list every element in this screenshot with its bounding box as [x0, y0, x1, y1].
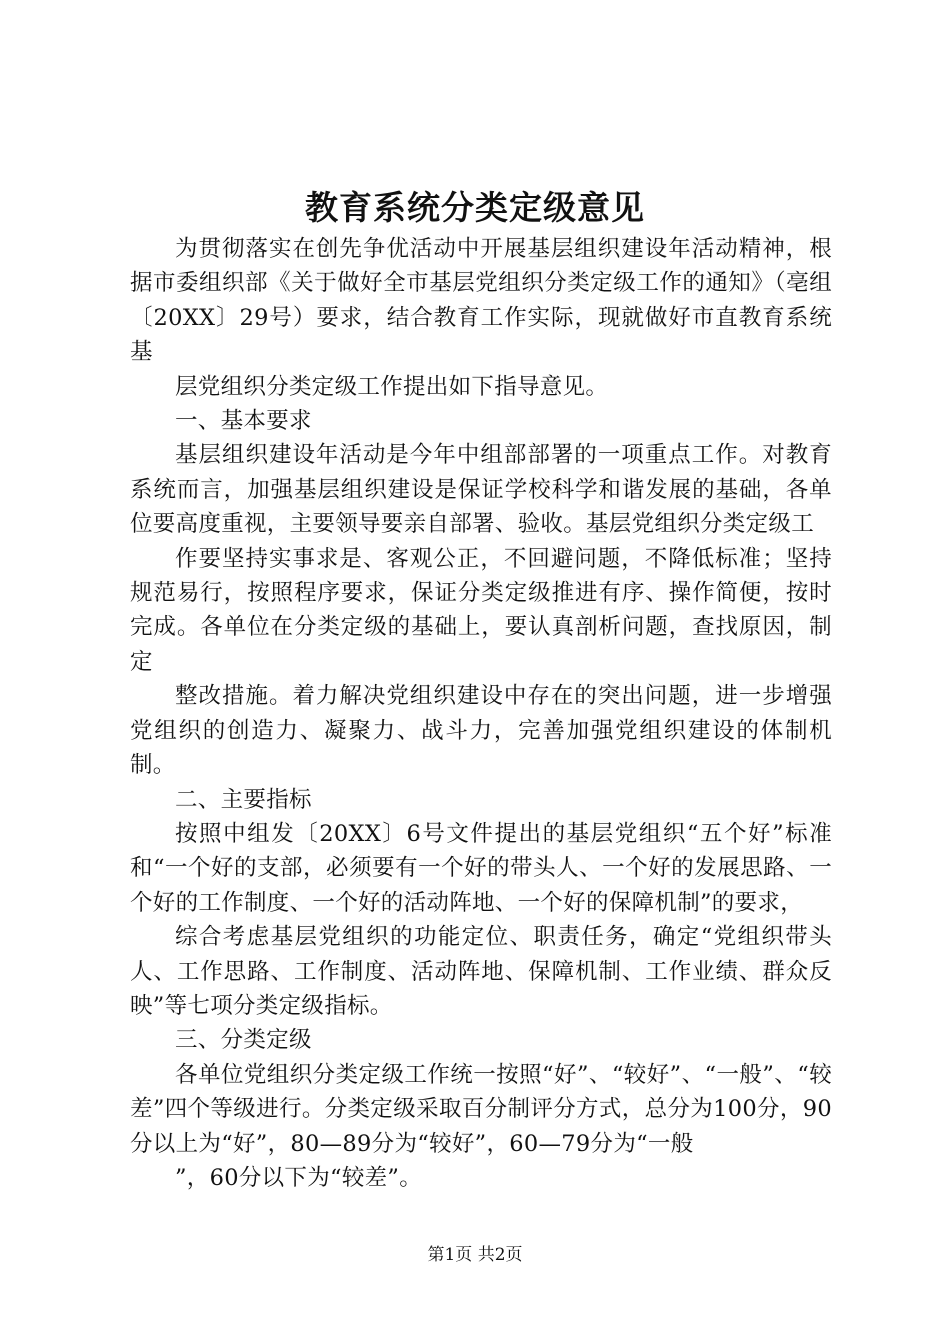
paragraph: 各单位党组织分类定级工作统一按照“好”、“较好”、“一般”、“较差”四个等级进行。分类定级采取百分制评分方式，总分为100分，90分以上为“好”，80—89分为“较好”，60—79分为“一般: [130, 1061, 832, 1157]
section-heading: 三、分类定级: [175, 1027, 312, 1054]
paragraph: 为贯彻落实在创先争优活动中开展基层组织建设年活动精神，根据市委组织部《关于做好全市基层党组织分类定级工作的通知》（亳组〔20XX〕29号）要求，结合教育工作实际，现就做好市直教育系统基: [130, 236, 832, 366]
section-heading: 二、主要指标: [175, 786, 312, 813]
document-body: [130, 232, 832, 1195]
paragraph: 按照中组发〔20XX〕6号文件提出的基层党组织“五个好”标准和“一个好的支部，必须要有一个好的带头人、一个好的发展思路、一个好的工作制度、一个好的活动阵地、一个好的保障机制”的要求，: [130, 820, 832, 916]
paragraph: ”，60分以下为“较差”。: [175, 1164, 423, 1191]
paragraph: 层党组织分类定级工作提出如下指导意见。: [175, 373, 609, 400]
paragraph: 作要坚持实事求是、客观公正，不回避问题，不降低标准；坚持规范易行，按照程序要求，保证分类定级推进有序、操作简便，按时完成。各单位在分类定级的基础上，要认真剖析问题，查找原因，制定: [130, 545, 832, 675]
paragraph: 综合考虑基层党组织的功能定位、职责任务，确定“党组织带头人、工作思路、工作制度、活动阵地、保障机制、工作业绩、群众反映”等七项分类定级指标。: [130, 924, 832, 1019]
paragraph: 整改措施。着力解决党组织建设中存在的突出问题，进一步增强党组织的创造力、凝聚力、战斗力，完善加强党组织建设的体制机制。: [130, 683, 832, 779]
section-heading: 一、基本要求: [175, 408, 312, 435]
document-title: 教育系统分类定级意见: [305, 188, 645, 227]
page-footer: 第1页 共2页: [427, 1245, 523, 1265]
paragraph: 基层组织建设年活动是今年中组部部署的一项重点工作。对教育系统而言，加强基层组织建设是保证学校科学和谐发展的基础，各单位要高度重视，主要领导要亲自部署、验收。基层党组织分类定级工: [130, 442, 832, 538]
